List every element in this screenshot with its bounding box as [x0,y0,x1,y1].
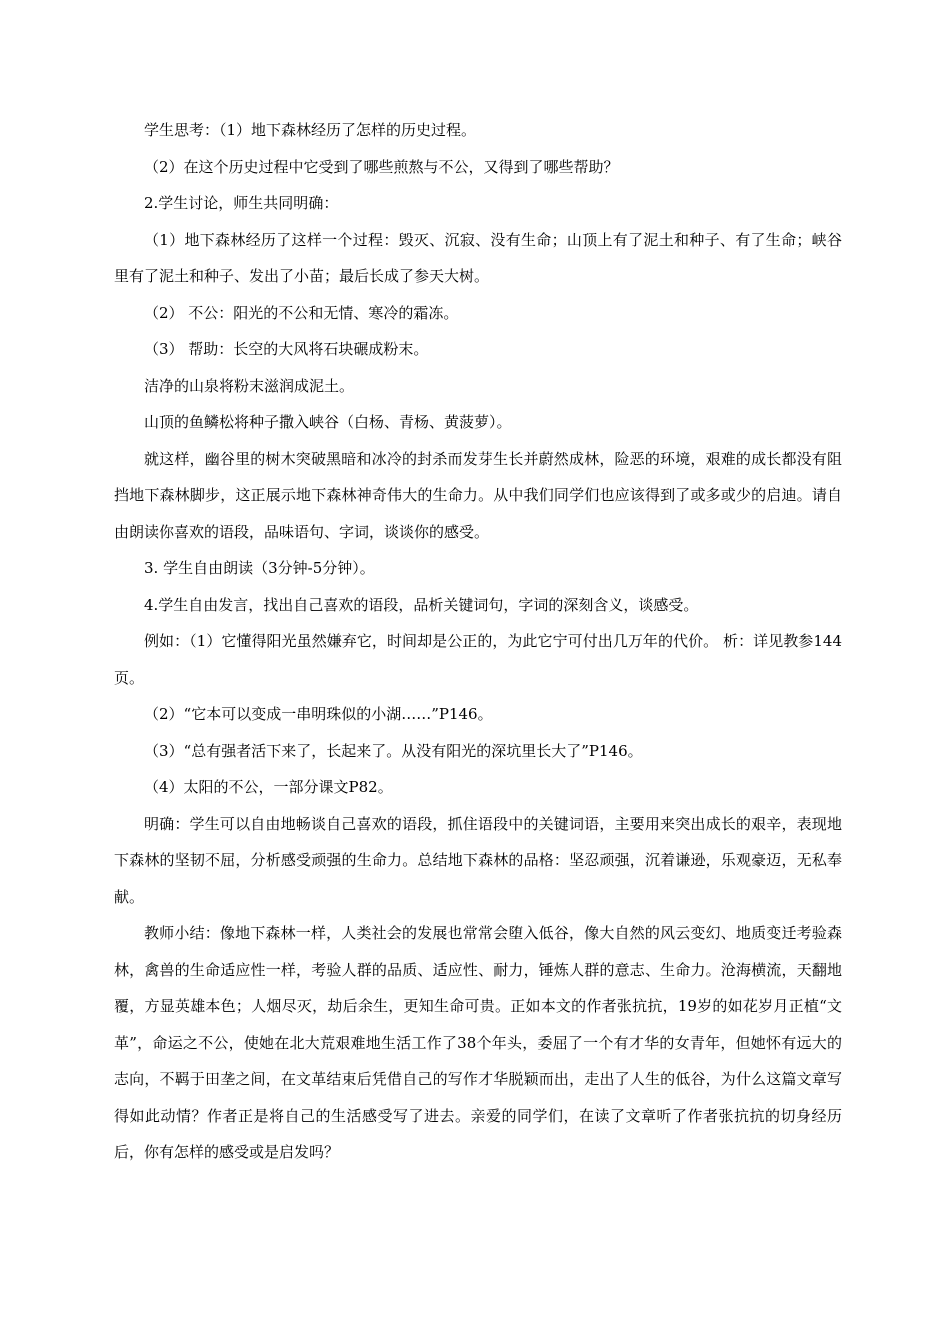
paragraph-example-2: （2）“它本可以变成一串明珠似的小湖……”P146。 [144,705,493,723]
paragraph-unfairness: （2） 不公：阳光的不公和无情、寒冷的霜冻。 [144,303,459,322]
paragraph-example-1: 例如：（1）它懂得阳光虽然嫌弃它，时间却是公正的，为此它宁可付出几万年的代价。 析：详见教参144页。 [114,632,842,687]
lesson-text [114,112,842,1171]
paragraph-free-speaking: 4.学生自由发言，找出自己喜欢的语段，品析关键词句，字词的深刻含义，谈感受。 [144,595,699,614]
paragraph-student-think-2: （2）在这个历史过程中它受到了哪些煎熬与不公，又得到了哪些帮助？ [144,157,619,176]
paragraph-example-3: （3）“总有强者活下来了，长起来了。从没有阳光的深坑里长大了”P146。 [144,741,643,760]
paragraph-teacher-summary: 教师小结：像地下森林一样，人类社会的发展也常常会堕入低谷，像大自然的风云变幻、地质变迁考验森林，禽兽的生命适应性一样，考验人群的品质、适应性、耐力，锤炼人群的意志、生命力。沧海横流，天翻地覆，方显英雄本色；人烟尽灭，劫后余生，更知生命可贵。正如本文的作者张抗抗，19岁的如花岁月正植“文革”，命运之不公，使她在北大荒艰难地生活工作了38个年头，委屈了一个有才华的女青年，但她怀有远大的志向，不羁于田垄之间，在文革结束后凭借自己的写作才华脱颖而出，走出了人生的低谷，为什么这篇文章写得如此动情？作者正是将自己的生活感受写了进去。亲爱的同学们，在读了文章听了作者张抗抗的切身经历后，你有怎样的感受或是启发吗？ [114,924,842,1161]
paragraph-clarify: 明确：学生可以自由地畅谈自己喜欢的语段，抓住语段中的关键词语，主要用来突出成长的艰辛，表现地下森林的坚韧不屈，分析感受顽强的生命力。总结地下森林的品格：坚忍顽强，沉着谦逊，乐观豪迈，无私奉献。 [114,814,842,906]
paragraph-help: （3） 帮助：长空的大风将石块碾成粉末。 [144,340,429,358]
paragraph-student-think-1: 学生思考：（1）地下森林经历了怎样的历史过程。 [144,121,477,139]
paragraph-spring: 洁净的山泉将粉末滋润成泥土。 [144,376,355,395]
paragraph-example-4: （4）太阳的不公，一部分课文P82。 [144,778,393,796]
paragraph-process: （1）地下森林经历了这样一个过程：毁灭、沉寂、没有生命；山顶上有了泥土和种子、有了生命；峡谷里有了泥土和种子、发出了小苗；最后长成了参天大树。 [114,230,842,285]
paragraph-discussion-heading: 2.学生讨论，师生共同明确： [144,194,339,212]
paragraph-pine: 山顶的鱼鳞松将种子撒入峡谷（白杨、青杨、黄菠萝）。 [144,413,512,431]
paragraph-free-reading: 3. 学生自由朗读（3分钟-5分钟）。 [144,559,375,577]
paragraph-summary-life-force: 就这样，幽谷里的树木突破黑暗和冰冷的封杀而发芽生长并蔚然成林，险恶的环境，艰难的成长都没有阻挡地下森林脚步，这正展示地下森林神奇伟大的生命力。从中我们同学们也应该得到了或多或少的启迪。请自由朗读你喜欢的语段，品味语句、字词，谈谈你的感受。 [114,449,842,541]
